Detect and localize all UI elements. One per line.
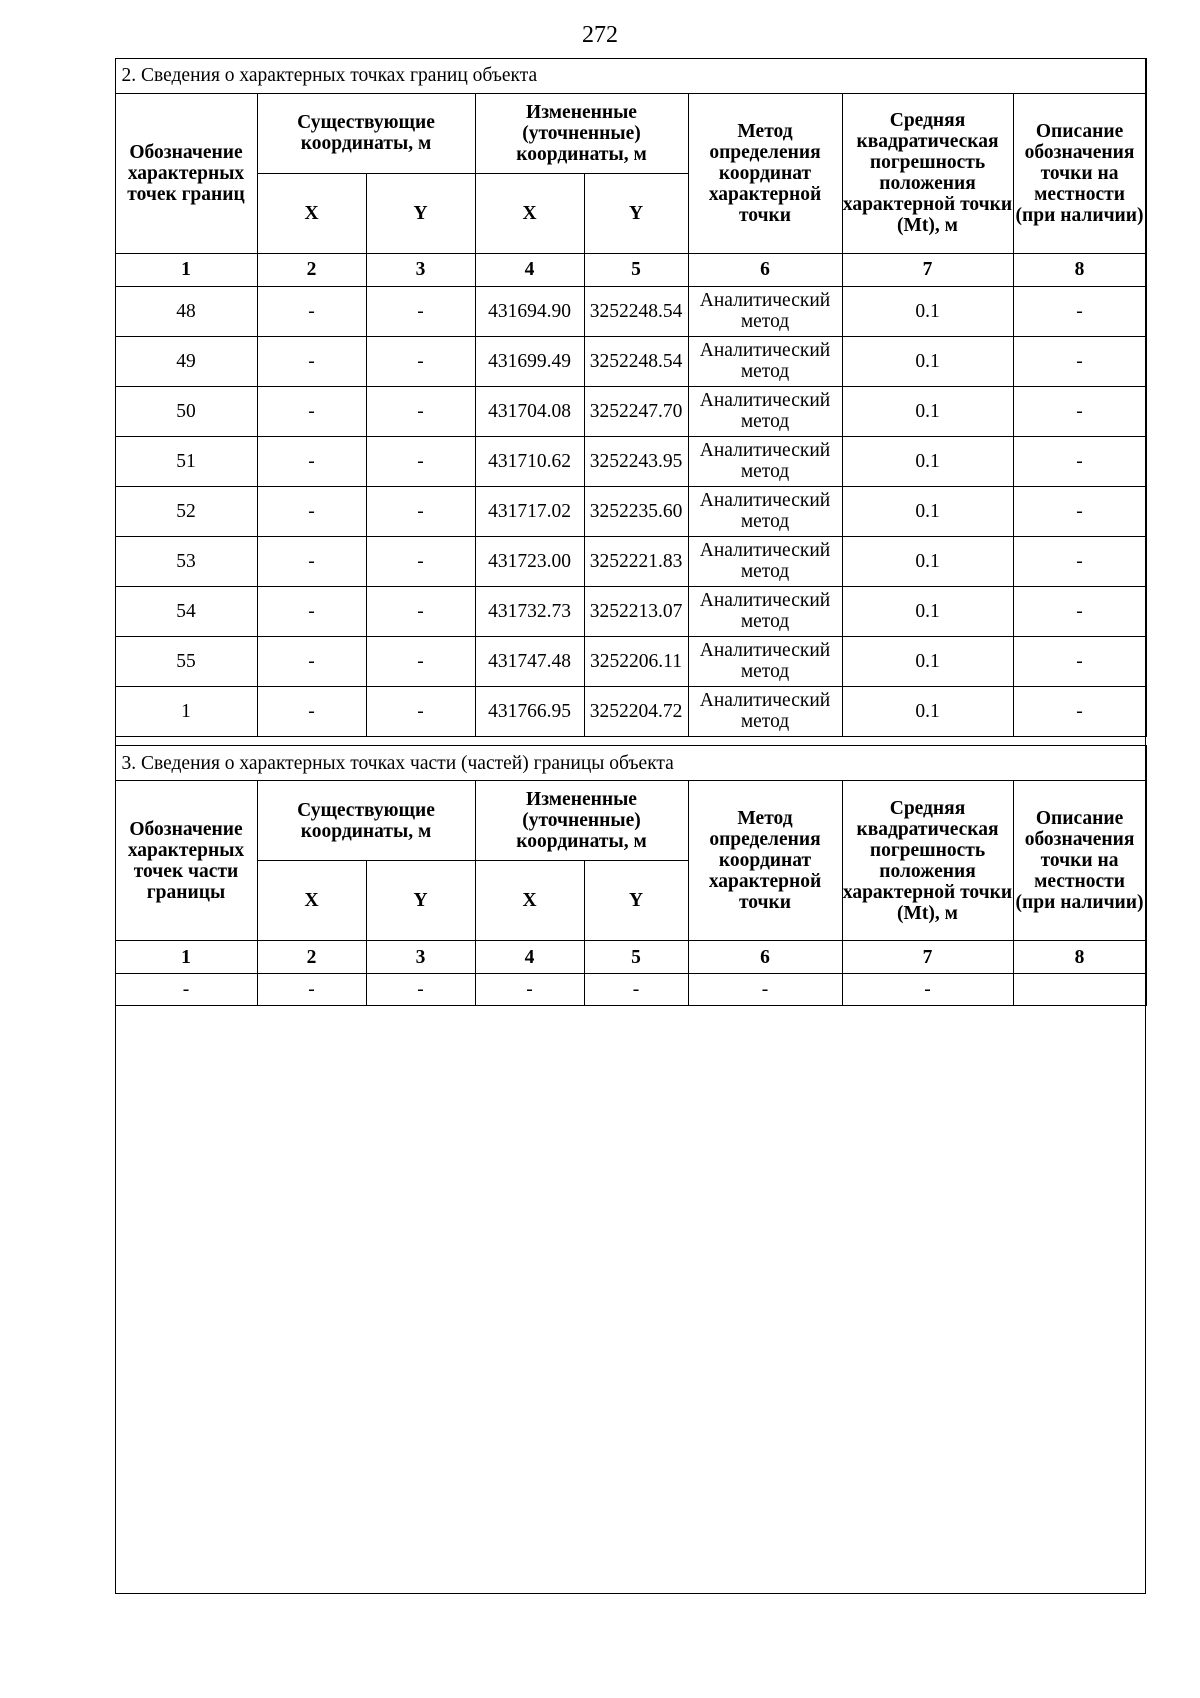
changed-x-cell: 431747.48 <box>475 636 584 686</box>
existing-y-cell: - <box>366 436 475 486</box>
col-number-8: 8 <box>1013 253 1146 286</box>
existing-y-cell: - <box>366 336 475 386</box>
changed-y-cell: 3252221.83 <box>584 536 688 586</box>
col-number-2: 2 <box>257 941 366 974</box>
changed-y-cell: 3252248.54 <box>584 336 688 386</box>
mt-cell: 0.1 <box>842 486 1013 536</box>
section3-title: 3. Сведения о характерных точках части (частей) границы объекта <box>115 746 1146 781</box>
table-row <box>115 486 1146 536</box>
header-changed-coords: Измененные (уточненные) координаты, м <box>475 93 688 173</box>
col-number-3: 3 <box>366 253 475 286</box>
header-error: Средняя квадратическая погрешность положения характерной точки (Mt), м <box>842 93 1013 253</box>
header-error: Средняя квадратическая погрешность положения характерной точки (Mt), м <box>842 781 1013 941</box>
description-cell: - <box>1013 686 1146 736</box>
page-number: 272 <box>582 22 618 48</box>
method-cell: Аналитический метод <box>688 436 842 486</box>
description-cell: - <box>1013 436 1146 486</box>
header-description: Описание обозначения точки на местности (при наличии) <box>1013 93 1146 253</box>
table-row <box>115 286 1146 336</box>
col-number-6: 6 <box>688 253 842 286</box>
section3-cell: - <box>366 974 475 1006</box>
mt-cell: 0.1 <box>842 686 1013 736</box>
point-cell: 48 <box>115 286 257 336</box>
col-number-3: 3 <box>366 941 475 974</box>
existing-x-cell: - <box>257 686 366 736</box>
header-changed-x: X <box>475 173 584 253</box>
mt-cell: 0.1 <box>842 636 1013 686</box>
header-changed-x: X <box>475 861 584 941</box>
header-changed-y: Y <box>584 173 688 253</box>
col-number-4: 4 <box>475 941 584 974</box>
existing-x-cell: - <box>257 386 366 436</box>
header-changed-y: Y <box>584 861 688 941</box>
existing-y-cell: - <box>366 686 475 736</box>
existing-y-cell: - <box>366 536 475 586</box>
section3-cell: - <box>475 974 584 1006</box>
changed-x-cell: 431699.49 <box>475 336 584 386</box>
changed-x-cell: 431694.90 <box>475 286 584 336</box>
point-cell: 49 <box>115 336 257 386</box>
changed-x-cell: 431723.00 <box>475 536 584 586</box>
col-number-2: 2 <box>257 253 366 286</box>
header-method: Метод определения координат характерной точки <box>688 781 842 941</box>
section3-cell <box>1013 974 1146 1006</box>
method-cell: Аналитический метод <box>688 336 842 386</box>
existing-x-cell: - <box>257 486 366 536</box>
mt-cell: 0.1 <box>842 286 1013 336</box>
point-cell: 52 <box>115 486 257 536</box>
point-cell: 53 <box>115 536 257 586</box>
col-number-7: 7 <box>842 941 1013 974</box>
existing-x-cell: - <box>257 436 366 486</box>
point-cell: 55 <box>115 636 257 686</box>
method-cell: Аналитический метод <box>688 486 842 536</box>
section3-cell: - <box>115 974 257 1006</box>
col-number-4: 4 <box>475 253 584 286</box>
changed-y-cell: 3252235.60 <box>584 486 688 536</box>
table-row <box>115 336 1146 386</box>
existing-y-cell: - <box>366 586 475 636</box>
table-row <box>115 636 1146 686</box>
header-existing-y: Y <box>366 861 475 941</box>
existing-y-cell: - <box>366 486 475 536</box>
header-existing-y: Y <box>366 173 475 253</box>
method-cell: Аналитический метод <box>688 536 842 586</box>
changed-y-cell: 3252206.11 <box>584 636 688 686</box>
changed-x-cell: 431710.62 <box>475 436 584 486</box>
description-cell: - <box>1013 386 1146 436</box>
changed-x-cell: 431704.08 <box>475 386 584 436</box>
section2-table <box>115 58 1147 737</box>
description-cell: - <box>1013 586 1146 636</box>
point-cell: 1 <box>115 686 257 736</box>
description-cell: - <box>1013 536 1146 586</box>
existing-y-cell: - <box>366 386 475 436</box>
changed-y-cell: 3252243.95 <box>584 436 688 486</box>
table-row <box>115 436 1146 486</box>
existing-y-cell: - <box>366 636 475 686</box>
mt-cell: 0.1 <box>842 336 1013 386</box>
section3-table <box>115 745 1147 1006</box>
description-cell: - <box>1013 286 1146 336</box>
changed-x-cell: 431717.02 <box>475 486 584 536</box>
method-cell: Аналитический метод <box>688 686 842 736</box>
existing-x-cell: - <box>257 586 366 636</box>
existing-y-cell: - <box>366 286 475 336</box>
point-cell: 51 <box>115 436 257 486</box>
section2-title: 2. Сведения о характерных точках границ объекта <box>115 58 1146 93</box>
document-frame <box>115 58 1146 1594</box>
description-cell: - <box>1013 486 1146 536</box>
col-number-8: 8 <box>1013 941 1146 974</box>
description-cell: - <box>1013 636 1146 686</box>
col-number-7: 7 <box>842 253 1013 286</box>
changed-y-cell: 3252213.07 <box>584 586 688 636</box>
method-cell: Аналитический метод <box>688 636 842 686</box>
changed-y-cell: 3252248.54 <box>584 286 688 336</box>
existing-x-cell: - <box>257 336 366 386</box>
changed-x-cell: 431766.95 <box>475 686 584 736</box>
mt-cell: 0.1 <box>842 536 1013 586</box>
header-existing-x: X <box>257 861 366 941</box>
header-existing-x: X <box>257 173 366 253</box>
point-cell: 50 <box>115 386 257 436</box>
table-row <box>115 386 1146 436</box>
method-cell: Аналитический метод <box>688 286 842 336</box>
header-changed-coords: Измененные (уточненные) координаты, м <box>475 781 688 861</box>
changed-y-cell: 3252204.72 <box>584 686 688 736</box>
method-cell: Аналитический метод <box>688 386 842 436</box>
col-number-1: 1 <box>115 253 257 286</box>
header-description: Описание обозначения точки на местности (при наличии) <box>1013 781 1146 941</box>
section3-cell: - <box>584 974 688 1006</box>
table-row <box>115 536 1146 586</box>
table-row <box>115 686 1146 736</box>
header-designation: Обозначение характерных точек части границы <box>115 781 257 941</box>
header-existing-coords: Существующие координаты, м <box>257 781 475 861</box>
col-number-5: 5 <box>584 253 688 286</box>
mt-cell: 0.1 <box>842 436 1013 486</box>
existing-x-cell: - <box>257 286 366 336</box>
changed-y-cell: 3252247.70 <box>584 386 688 436</box>
header-designation: Обозначение характерных точек границ <box>115 93 257 253</box>
header-method: Метод определения координат характерной точки <box>688 93 842 253</box>
col-number-1: 1 <box>115 941 257 974</box>
description-cell: - <box>1013 336 1146 386</box>
mt-cell: 0.1 <box>842 586 1013 636</box>
section3-cell: - <box>257 974 366 1006</box>
col-number-6: 6 <box>688 941 842 974</box>
existing-x-cell: - <box>257 636 366 686</box>
changed-x-cell: 431732.73 <box>475 586 584 636</box>
point-cell: 54 <box>115 586 257 636</box>
method-cell: Аналитический метод <box>688 586 842 636</box>
col-number-5: 5 <box>584 941 688 974</box>
section3-cell: - <box>842 974 1013 1006</box>
mt-cell: 0.1 <box>842 386 1013 436</box>
section3-cell: - <box>688 974 842 1006</box>
existing-x-cell: - <box>257 536 366 586</box>
header-existing-coords: Существующие координаты, м <box>257 93 475 173</box>
table-row <box>115 586 1146 636</box>
